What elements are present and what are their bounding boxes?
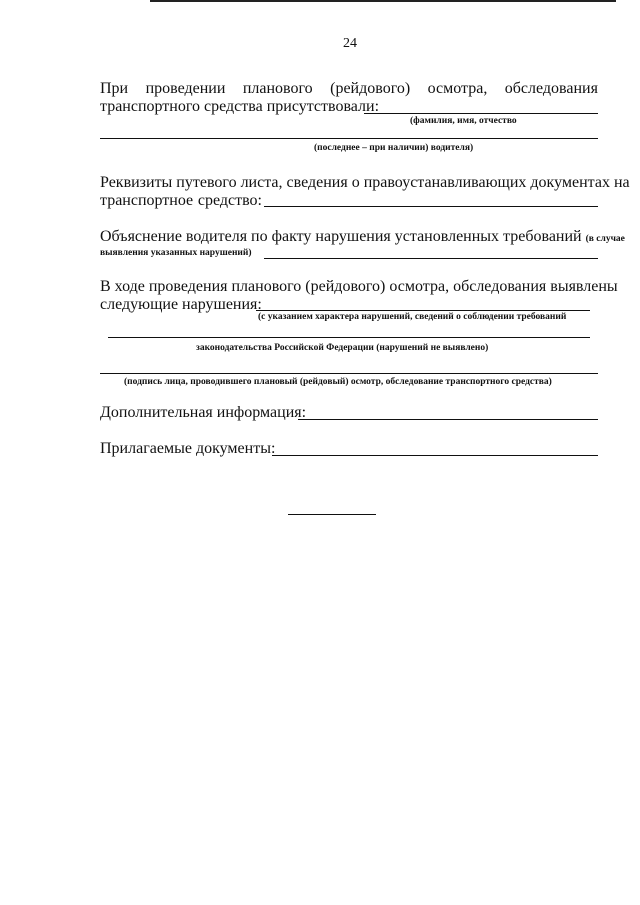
attendees-field-line-2 [100, 138, 598, 139]
attached-docs-field-line [272, 455, 598, 456]
word: проведении [145, 80, 226, 97]
inspection-presence-line2: транспортного средства присутствовали: [100, 98, 380, 115]
violations-field-line-2 [108, 337, 590, 338]
word: транспортное [100, 192, 194, 209]
attendees-field-line [364, 113, 598, 114]
word: (рейдового) [330, 80, 411, 97]
end-separator-line [288, 514, 376, 515]
signature-field-line [100, 373, 598, 374]
attached-docs-label: Прилагаемые документы: [100, 440, 276, 457]
signature-caption: (подпись лица, проводившего плановый (рейдовый) осмотр, обследование транспортного средства) [124, 377, 552, 387]
top-border-line [150, 0, 616, 2]
fio-caption: (фамилия, имя, отчество [410, 116, 517, 126]
driver-explanation-label [100, 228, 625, 248]
word: средство: [197, 192, 262, 209]
word: планового [242, 80, 313, 97]
driver-explanation-note-2: выявления указанных нарушений) [100, 248, 252, 258]
word: осмотра, [427, 80, 488, 97]
word: При [100, 80, 129, 97]
additional-info-label: Дополнительная информация: [100, 404, 307, 421]
word: обследования [504, 80, 598, 97]
driver-caption: (последнее – при наличии) водителя) [314, 143, 474, 153]
violations-line2: следующие нарушения: [100, 296, 262, 313]
violations-caption-2: законодательства Российской Федерации (нарушений не выявлено) [196, 343, 489, 353]
driver-explanation-field-line [264, 258, 598, 259]
waybill-line2 [100, 192, 262, 210]
page-number: 24 [343, 36, 357, 51]
driver-explanation-text: Объяснение водителя по факту нарушения установленных требований [100, 228, 582, 245]
violations-field-line [256, 310, 590, 311]
violations-line1: В ходе проведения планового (рейдового) осмотра, обследования выявлены [100, 278, 618, 295]
additional-info-field-line [298, 419, 598, 420]
inspection-presence-line1 [100, 80, 598, 98]
waybill-field-line [264, 206, 598, 207]
violations-caption-1: (с указанием характера нарушений, сведений о соблюдении требований [258, 312, 567, 322]
waybill-line1: Реквизиты путевого листа, сведения о правоустанавливающих документах на [100, 174, 630, 191]
driver-explanation-note: (в случае [585, 234, 625, 244]
